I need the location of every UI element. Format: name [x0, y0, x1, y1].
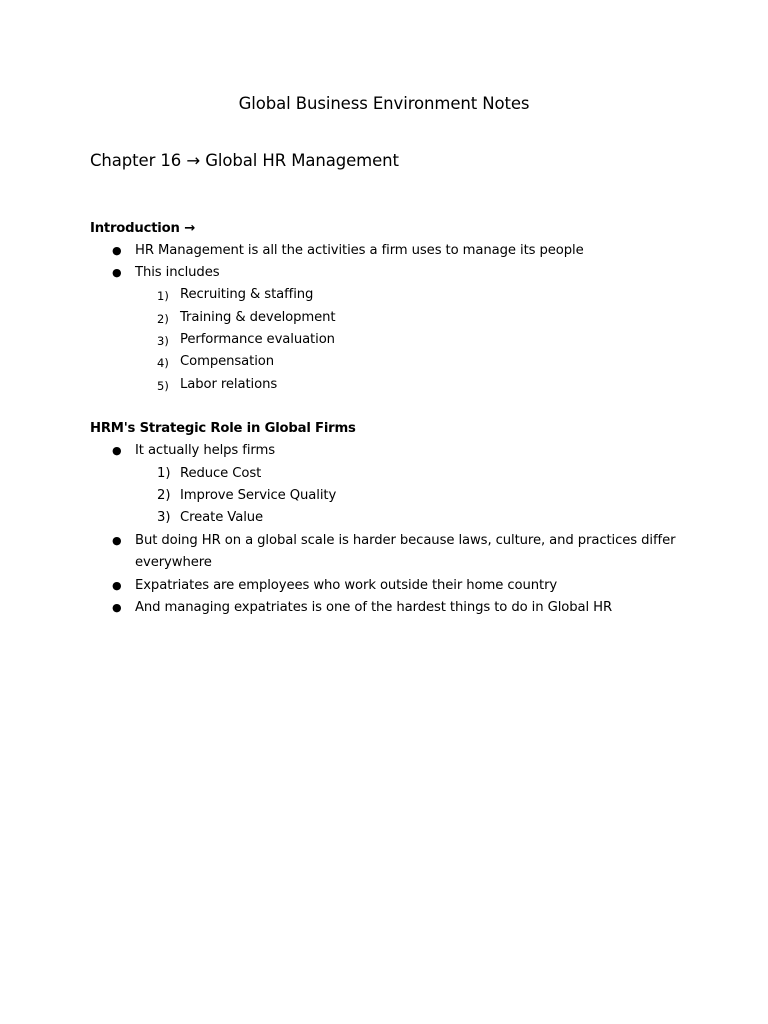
list-number: 3) — [157, 510, 171, 525]
list-item-continuation: everywhere — [135, 555, 212, 570]
section-heading-introduction: Introduction → — [90, 221, 195, 236]
list-number: 3) — [157, 334, 169, 348]
list-number: 1) — [157, 466, 171, 481]
list-item: This includes — [135, 265, 220, 280]
list-item: It actually helps firms — [135, 443, 276, 458]
list-item: And managing expatriates is one of the hardest things to do in Global HR — [135, 600, 613, 615]
list-item: HR Management is all the activities a firm uses to manage its people — [135, 243, 584, 258]
section-heading-strategic-role: HRM's Strategic Role in Global Firms — [90, 421, 356, 436]
list-number: 2) — [157, 488, 171, 503]
bullet-marker: ● — [112, 579, 122, 592]
list-item: Expatriates are employees who work outside their home country — [135, 578, 558, 593]
chapter-title: Chapter 16 → Global HR Management — [90, 151, 399, 170]
list-item: Training & development — [180, 310, 336, 325]
bullet-marker: ● — [112, 444, 122, 457]
list-item: Improve Service Quality — [180, 488, 337, 503]
list-number: 4) — [157, 356, 169, 370]
list-item: But doing HR on a global scale is harder because laws, culture, and practices differ — [135, 533, 676, 548]
bullet-marker: ● — [112, 534, 122, 547]
list-item: Reduce Cost — [180, 466, 262, 481]
bullet-marker: ● — [112, 244, 122, 257]
list-item: Recruiting & staffing — [180, 287, 314, 302]
list-number: 2) — [157, 312, 169, 326]
document-title: Global Business Environment Notes — [238, 94, 530, 113]
list-number: 1) — [157, 289, 169, 303]
list-number: 5) — [157, 379, 169, 393]
list-item: Labor relations — [180, 377, 278, 392]
list-item: Compensation — [180, 354, 274, 369]
bullet-marker: ● — [112, 601, 122, 614]
list-item: Create Value — [180, 510, 264, 525]
list-item: Performance evaluation — [180, 332, 335, 347]
bullet-marker: ● — [112, 266, 122, 279]
